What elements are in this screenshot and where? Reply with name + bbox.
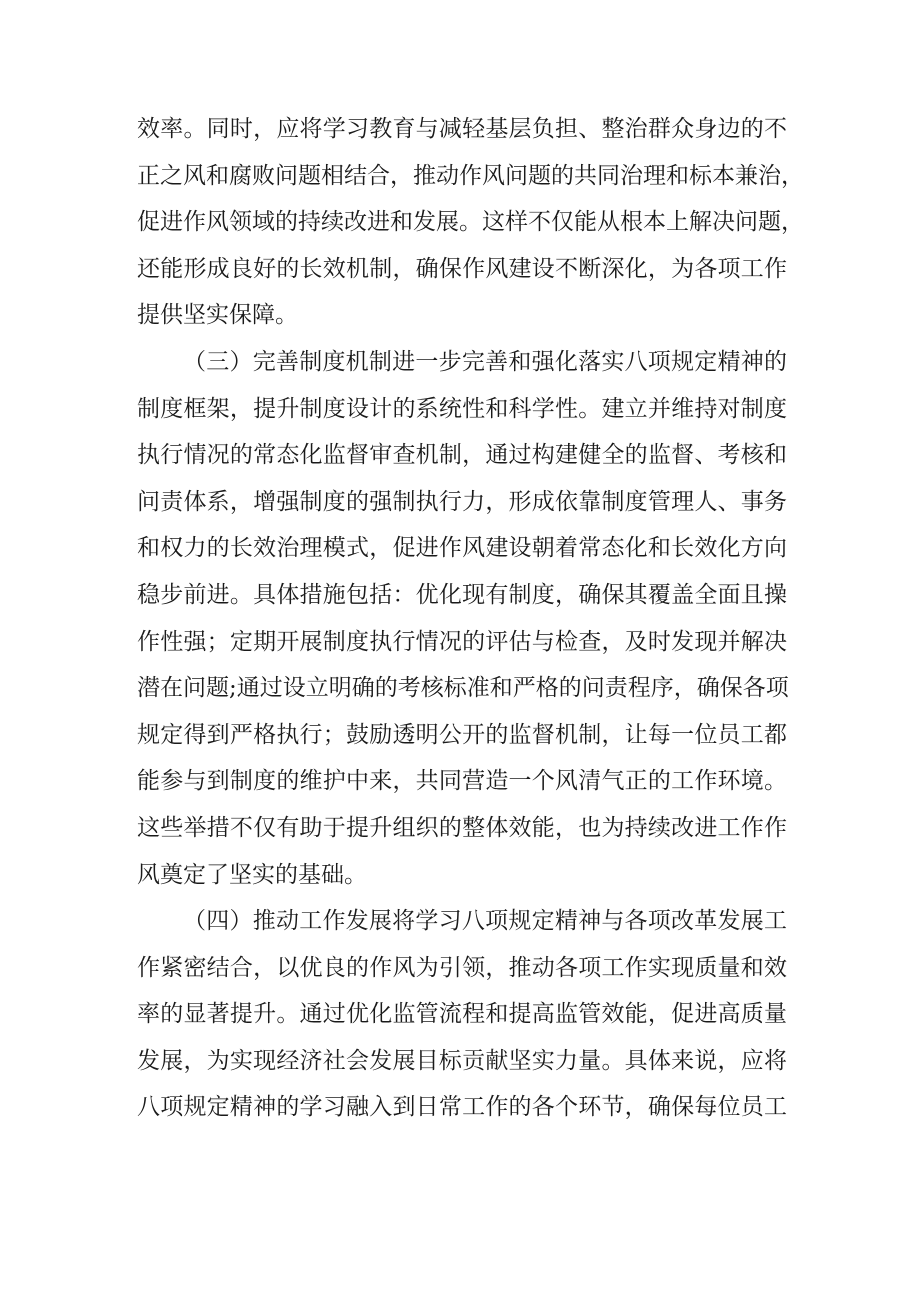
text-line: 和权力的长效治理模式，促进作风建设朝着常态化和长效化方向 (137, 535, 787, 562)
text-line: 率的显著提升。通过优化监管流程和提高监管效能，促进高质量 (137, 1001, 787, 1028)
text-line: 效率。同时，应将学习教育与减轻基层负担、整治群众身边的不 (137, 116, 787, 142)
text-line: 稳步前进。具体措施包括：优化现有制度，确保其覆盖全面且操 (137, 581, 787, 608)
text-line: 促进作风领域的持续改进和发展。这样不仅能从根本上解决问题， (137, 209, 804, 236)
text-line: 能参与到制度的维护中来，共同营造一个风清气正的工作环境。 (137, 768, 787, 795)
text-line: 正之风和腐败问题相结合，推动作风问题的共同治理和标本兼治， (137, 162, 804, 189)
document-body (137, 106, 804, 1131)
text-line: 还能形成良好的长效机制，确保作风建设不断深化，为各项工作 (137, 255, 787, 282)
paragraph-section-4 (137, 898, 787, 1131)
text-line: 风奠定了坚实的基础。 (137, 861, 367, 888)
text-line: 提供坚实保障。 (137, 302, 298, 329)
text-line: 这些举措不仅有助于提升组织的整体效能，也为持续改进工作作 (137, 814, 787, 841)
text-line: （四）推动工作发展将学习八项规定精神与各项改革发展工 (183, 908, 787, 935)
text-line: 制度框架，提升制度设计的系统性和科学性。建立并维持对制度 (137, 395, 787, 422)
text-line: 规定得到严格执行；鼓励透明公开的监督机制，让每一位员工都 (137, 721, 787, 748)
text-line: 执行情况的常态化监督审查机制，通过构建健全的监督、考核和 (137, 442, 787, 469)
paragraph-continuation (137, 106, 804, 339)
text-line: （三）完善制度机制进一步完善和强化落实八项规定精神的 (183, 348, 787, 375)
text-line: 作紧密结合，以优良的作风为引领，推动各项工作实现质量和效 (137, 954, 787, 981)
text-line: 作性强；定期开展制度执行情况的评估与检查，及时发现并解决 (137, 628, 787, 655)
text-line: 八项规定精神的学习融入到日常工作的各个环节，确保每位员工 (137, 1094, 787, 1121)
text-line: 潜在问题;通过设立明确的考核标准和严格的问责程序，确保各项 (137, 675, 789, 702)
paragraph-section-3 (137, 339, 787, 898)
text-line: 发展，为实现经济社会发展目标贡献坚实力量。具体来说，应将 (137, 1047, 787, 1074)
text-line: 问责体系，增强制度的强制执行力，形成依靠制度管理人、事务 (137, 488, 787, 515)
